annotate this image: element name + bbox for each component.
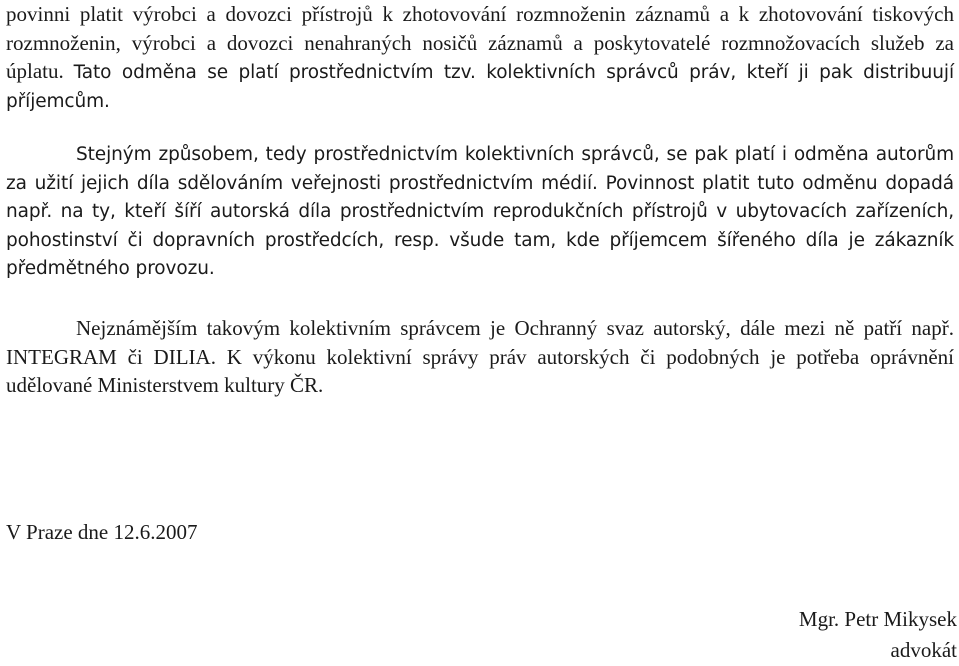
paragraph-1-serif-text: povinni platit výrobci a dovozci přístrojů k zhotovování rozmnoženin záznamů a k zhotovování tiskových rozmnoženin, výrobci a dovozci nenahraných nosičů záznamů a poskytovatelé rozmnožovacích služeb za úplatu. [6,2,954,83]
paragraph-1-sans-text: Tato odměna se platí prostřednictvím tzv. kolektivních správců práv, kteří ji pak distribuují příjemcům. [6,62,954,112]
date-line: V Praze dne 12.6.2007 [6,520,198,544]
paragraph-3 [6,314,954,400]
paragraph-1 [6,0,954,116]
signature-name: Mgr. Petr Mikysek [798,607,957,631]
paragraph-2-text: Stejným způsobem, tedy prostřednictvím kolektivních správců, se pak platí i odměna autorům za užití jejich díla sdělováním veřejnosti prostřednictvím médií. Povinnost platit tuto odměnu dopadá např. na ty, kteří šíří autorská díla prostřednictvím reprodukčních přístrojů v ubytovacích zařízeních, pohostinství či dopravních prostředcích, resp. všude tam, kde příjemcem šířeného díla je zákazník předmětného provozu. [6,144,954,279]
signature-title: advokát [890,638,957,662]
paragraph-3-text: Nejznámějším takovým kolektivním správcem je Ochranný svaz autorský, dále mezi ně patří např. INTEGRAM či DILIA. K výkonu kolektivní správy práv autorských či podobných je potřeba oprávnění udělované Ministerstvem kultury ČR. [6,316,954,397]
paragraph-2 [6,141,954,284]
